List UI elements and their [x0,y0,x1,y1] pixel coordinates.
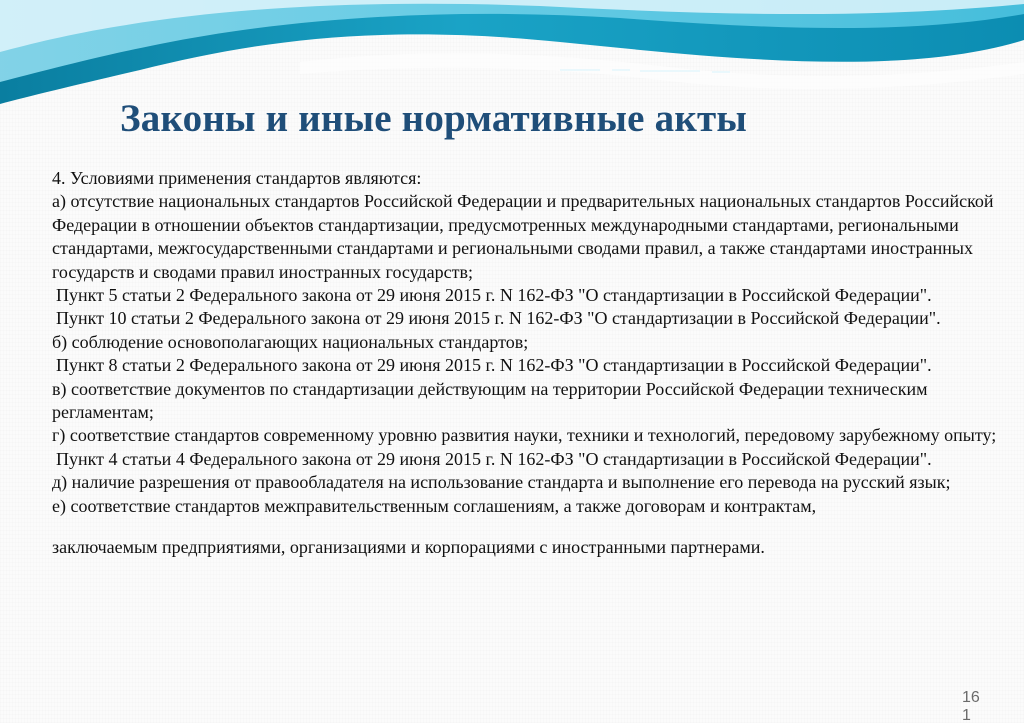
paragraph-item-v: в) соответствие документов по стандартизации действующим на территории Российской Федерации техническим регламентам; [52,378,928,423]
paragraph-item-a: а) отсутствие национальных стандартов Российской Федерации и предварительных национальных стандартов Российской Федерации в отношении объектов стандартизации, предусмотренных международными стандартами, региональными стандартами, межгосударственными стандартами и региональными сводами правил, а также стандартами иностранных государств и сводами правил иностранных государств; [52,191,994,282]
page-number-text: 16 1 [962,689,980,723]
paragraph-law-ref: Пункт 5 статьи 2 Федерального закона от 29 июня 2015 г. N 162-ФЗ "О стандартизации в Российской Федерации". [56,285,932,306]
paragraph-law-ref: Пункт 4 статьи 4 Федерального закона от 29 июня 2015 г. N 162-ФЗ "О стандартизации в Российской Федерации". [56,448,932,469]
paragraph-law-ref: Пункт 10 статьи 2 Федерального закона от 29 июня 2015 г. N 162-ФЗ "О стандартизации в Российской Федерации". [56,308,941,329]
slide-body [52,167,997,560]
paragraph-item-b: б) соблюдение основополагающих национальных стандартов; [52,331,529,352]
slide-title: Законы и иные нормативные акты [120,97,747,140]
paragraph-law-ref: Пункт 8 статьи 2 Федерального закона от 29 июня 2015 г. N 162-ФЗ "О стандартизации в Российской Федерации". [56,355,932,376]
paragraph-item-e: е) соответствие стандартов межправительственным соглашениям, а также договорам и контрактам, [52,495,817,516]
paragraph-item-d: д) наличие разрешения от правообладателя на использование стандарта и выполнение его перевода на русский язык; [52,472,951,493]
paragraph-intro: 4. Условиями применения стандартов являются: [52,168,422,188]
paragraph-item-g: г) соответствие стандартов современному уровню развития науки, техники и технологий, передовому зарубежному опыту; [52,425,997,446]
paragraph-item-e-continued: заключаемым предприятиями, организациями и корпорациями с иностранными партнерами. [52,537,765,558]
page-number [962,689,992,723]
